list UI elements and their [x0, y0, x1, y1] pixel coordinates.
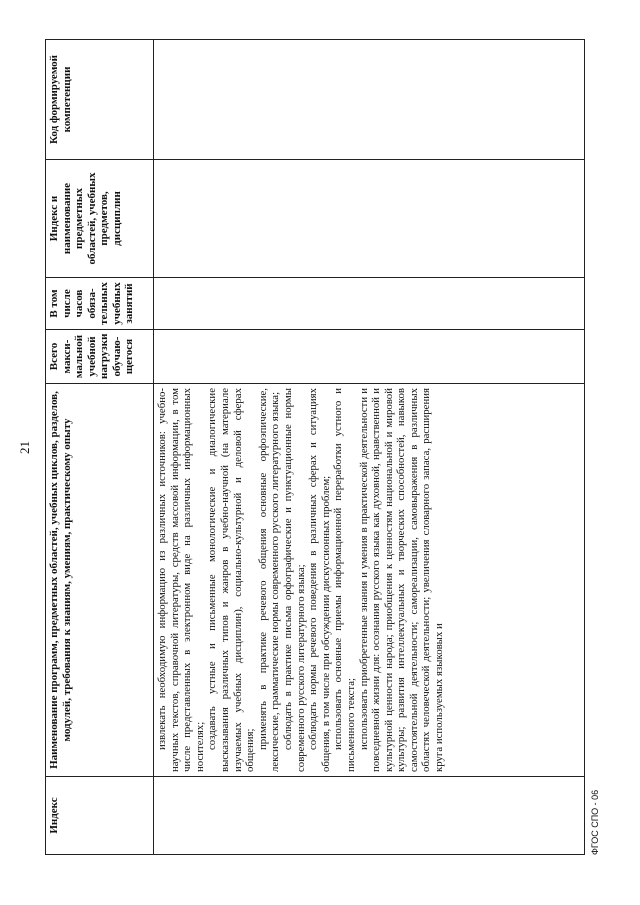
rotated-page	[17, 40, 610, 855]
header-name: Наименование программ, предметных областей, учебных циклов, разделов, модулей, требования к знаниям, умениям, практическому опыту	[46, 384, 154, 777]
competency-table	[45, 39, 585, 855]
cell-max-load	[154, 330, 585, 384]
cell-disciplines	[154, 160, 585, 278]
paragraph: создавать устные и письменные монологические и диалогические высказывания различных типов и жанров в учебно-научной (на материале изучаемых учебных дисциплин), социально-культурной и деловой сферах общения;	[206, 388, 257, 772]
page-number: 21	[17, 441, 32, 454]
header-code: Код формируемой компетенции	[46, 40, 154, 160]
header-disciplines: Индекс и наименование предметных областей, учебных предметов, дисциплин	[46, 160, 154, 278]
header-index: Индекс	[46, 777, 154, 855]
cell-index	[154, 777, 585, 855]
cell-code	[154, 40, 585, 160]
cell-required	[154, 278, 585, 330]
footer-label: ФГОС СПО - 06	[590, 789, 600, 855]
paragraph: использовать основные приемы информационной переработки устного и письменного текста;	[332, 388, 357, 772]
paragraph: применять в практике речевого общения основные орфоэпические, лексические, грамматические нормы современного русского литературного языка;	[256, 388, 282, 772]
header-max-load: Всего макси-мальной учебной нагрузки обучаю-щегося	[46, 330, 154, 384]
paragraph: соблюдать нормы речевого поведения в различных сферах и ситуациях общения, в том числе при обсуждении дискуссионных проблем;	[307, 388, 332, 772]
table-row	[154, 40, 585, 855]
header-required: В том числе часов обяза-тельных учебных занятий	[46, 278, 154, 330]
cell-requirements	[154, 384, 585, 777]
table-header-row	[46, 40, 154, 855]
paragraph: использовать приобретенные знания и умения в практической деятельности и повседневной жизни для: осознания русского языка как духовной, нравственной и культурной ценности народа; приобщения к ценностям национальной и мировой культуры; развития интеллектуальных и творческих способностей, навыков самостоятельной деятельности; самореализации, самовыражения в различных областях человеческой деятельности; увеличения словарного запаса, расширения круга используемых языковых и	[357, 388, 446, 772]
paragraph: извлекать необходимую информацию из различных источников: учебно-научных текстов, справочной литературы, средств массовой информации, в том числе представленных в электронном виде на различных информационных носителях;	[156, 388, 206, 772]
paragraph: соблюдать в практике письма орфографические и пунктуационные нормы современного русского литературного языка;	[281, 388, 307, 772]
